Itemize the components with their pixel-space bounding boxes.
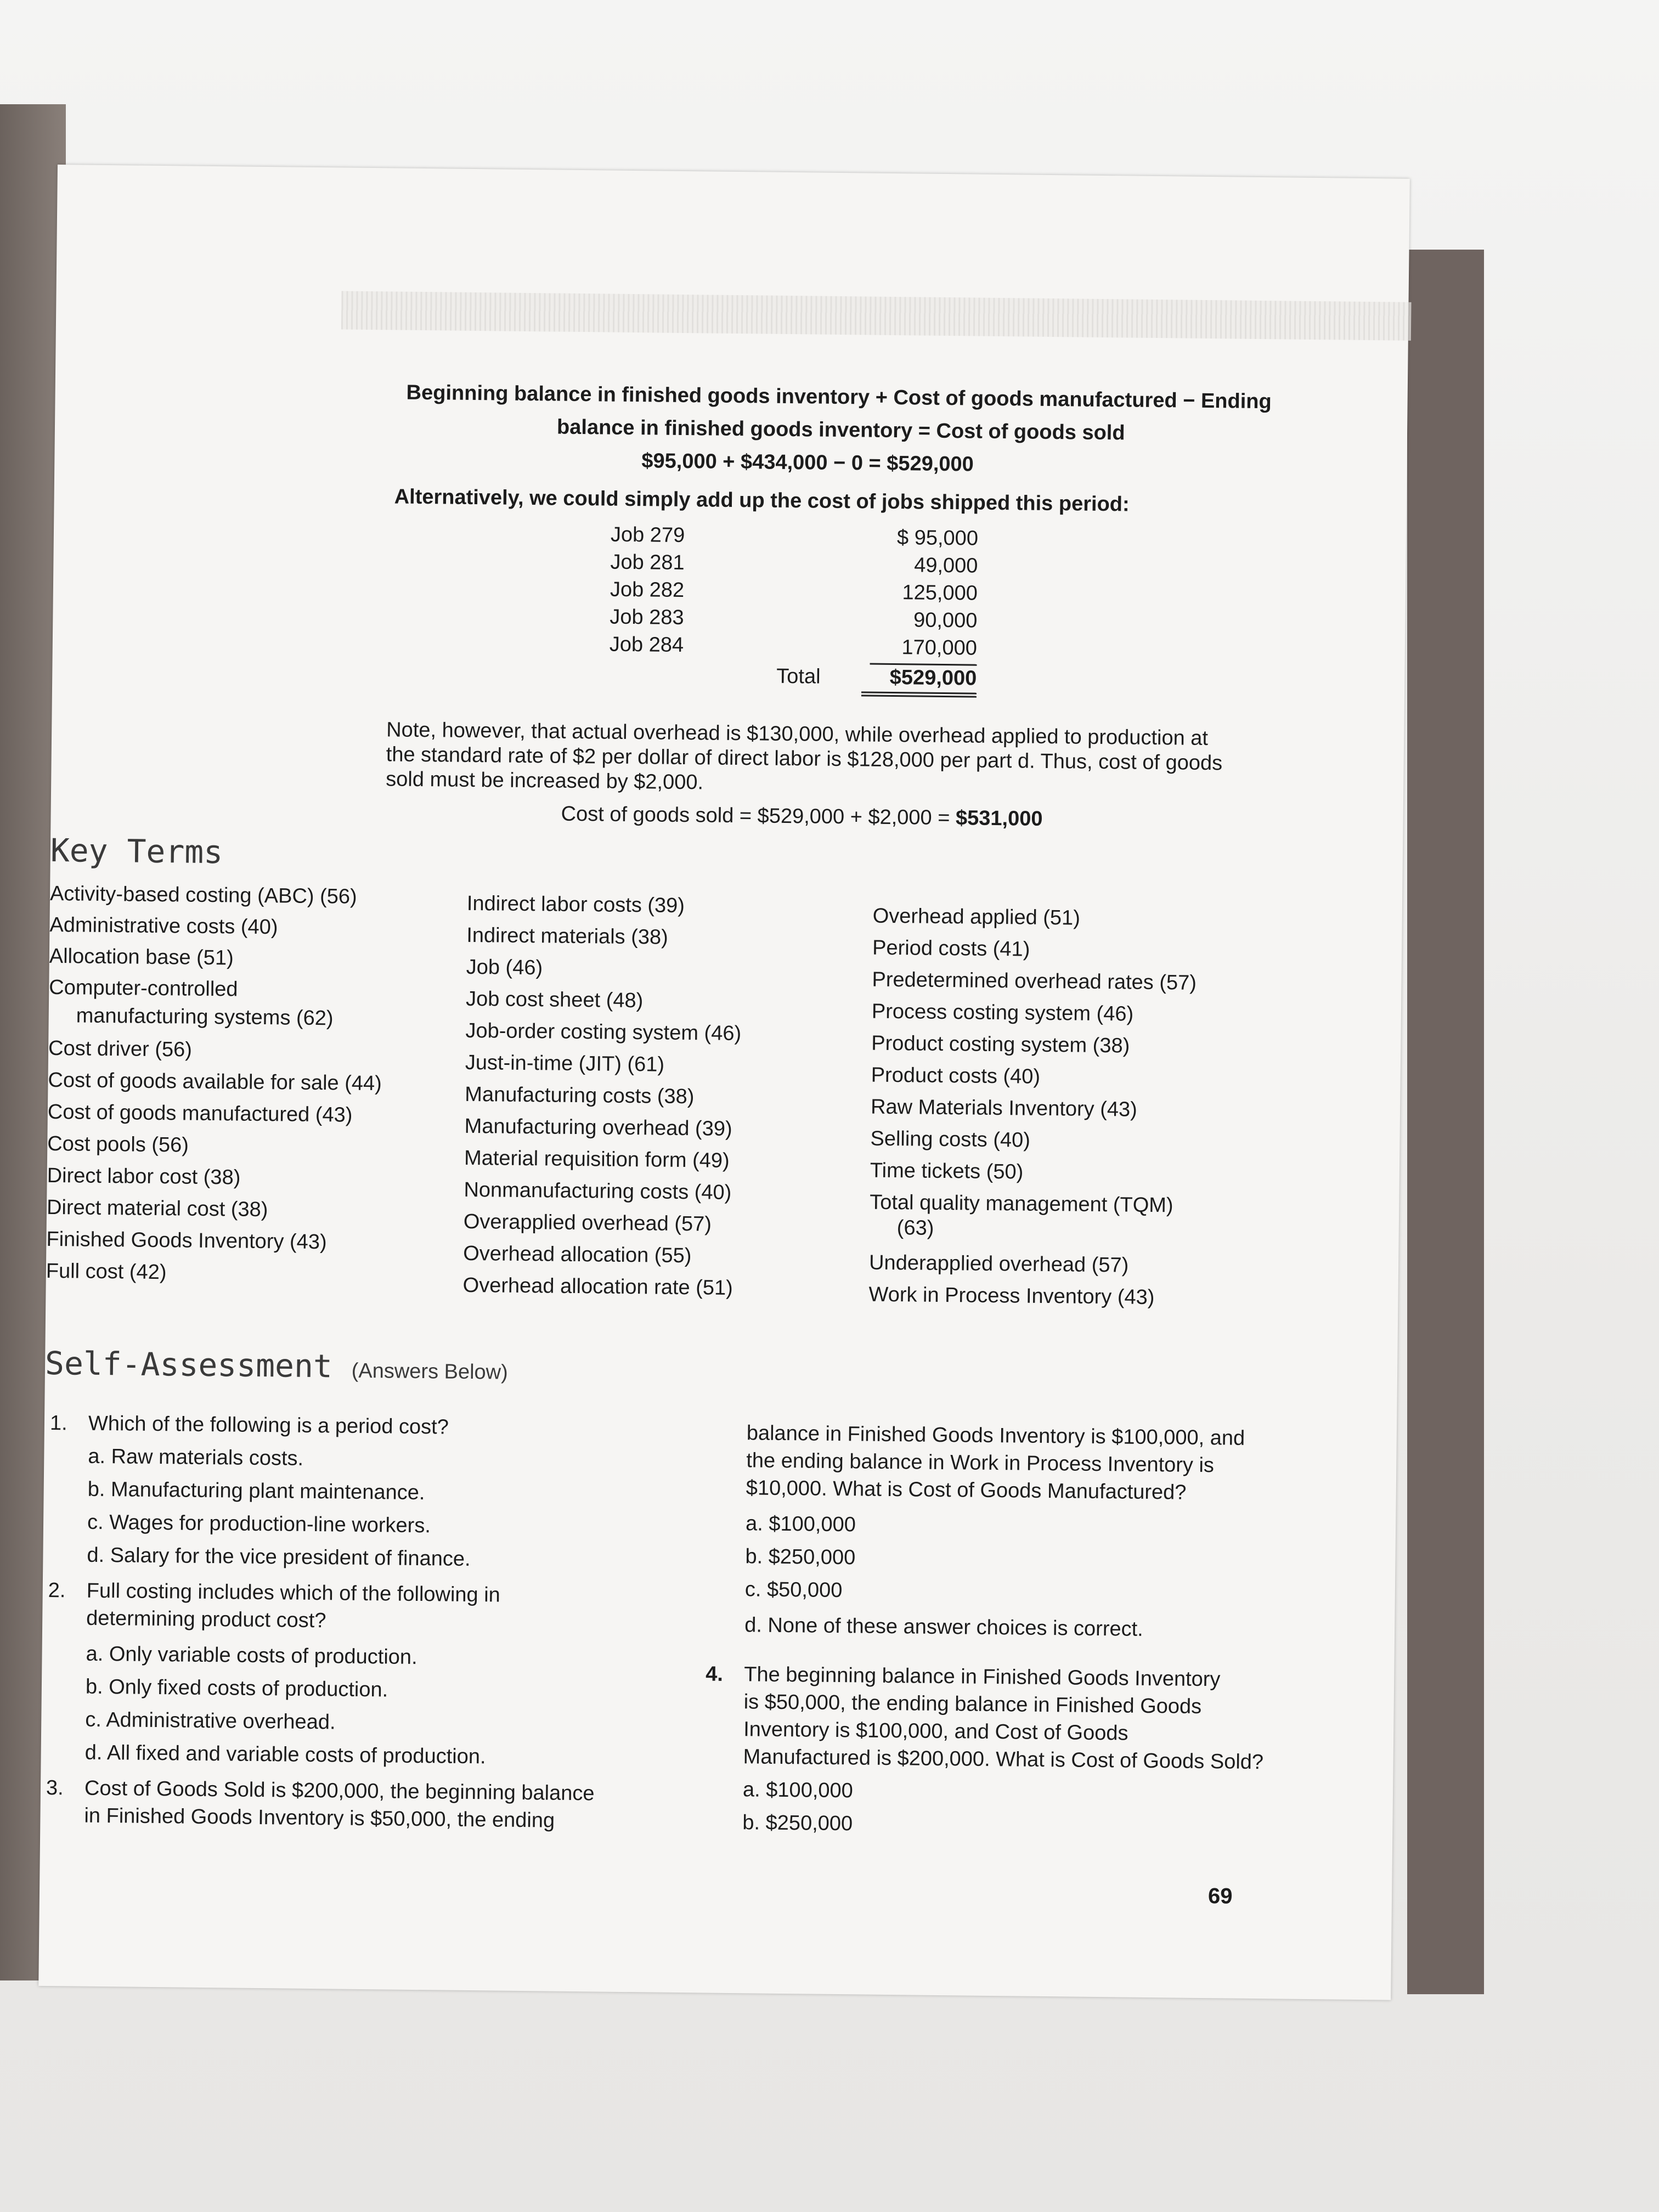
key-term: Direct material cost (38) (46, 1195, 268, 1222)
key-term: Activity-based costing (ABC) (56) (49, 882, 357, 909)
job-name: Job 284 (609, 633, 684, 657)
question-text: Full costing includes which of the following in (86, 1579, 501, 1607)
job-amount: 170,000 (901, 636, 978, 660)
key-term: Total quality management (TQM) (870, 1190, 1173, 1217)
self-assessment-subtitle: (Answers Below) (351, 1359, 509, 1384)
key-term: Nonmanufacturing costs (40) (464, 1178, 732, 1204)
key-term: Job cost sheet (48) (465, 987, 644, 1013)
question-text: Inventory is $100,000, and Cost of Goods (743, 1718, 1128, 1745)
self-assessment-title: Self-Assessment (44, 1344, 333, 1385)
formula-line-1: Beginning balance in finished goods inventory + Cost of goods manufactured − Ending (406, 381, 1272, 414)
key-term: Overhead allocation rate (51) (462, 1273, 733, 1300)
key-term: Product costing system (38) (871, 1031, 1130, 1058)
key-term: Job-order costing system (46) (465, 1019, 742, 1046)
note-line: the standard rate of $2 per dollar of direct labor is $128,000 per part d. Thus, cost of goods (386, 743, 1223, 775)
job-amount: 49,000 (913, 554, 978, 578)
formula-result: $529,000 (887, 452, 974, 476)
job-name: Job 281 (610, 550, 685, 575)
key-term: Manufacturing overhead (39) (464, 1114, 732, 1141)
question-text: determining product cost? (86, 1606, 326, 1633)
answer-option: b. Only fixed costs of production. (85, 1675, 388, 1702)
cogs-adjusted-calc: Cost of goods sold = $529,000 + $2,000 = (561, 802, 956, 830)
job-amount: 90,000 (913, 608, 978, 633)
job-amount: $ 95,000 (896, 526, 979, 550)
key-term: Indirect materials (38) (466, 923, 668, 949)
job-name: Job 282 (610, 578, 685, 602)
key-term: Cost pools (56) (47, 1132, 189, 1157)
question-text-continued: $10,000. What is Cost of Goods Manufactured? (746, 1476, 1187, 1504)
key-term: Finished Goods Inventory (43) (46, 1227, 327, 1254)
key-term: Material requisition form (49) (464, 1146, 730, 1172)
key-term: Manufacturing costs (38) (465, 1082, 695, 1109)
question-number: 3. (46, 1776, 64, 1800)
answer-option: a. Only variable costs of production. (86, 1642, 417, 1669)
question-number: 1. (49, 1411, 67, 1435)
answer-option: b. Manufacturing plant maintenance. (87, 1477, 425, 1505)
job-name: Job 279 (610, 523, 685, 548)
answer-option: d. All fixed and variable costs of production. (84, 1741, 486, 1769)
key-term: Cost of goods manufactured (43) (47, 1100, 353, 1127)
key-term: Selling costs (40) (870, 1127, 1031, 1152)
formula-line-3 (641, 448, 974, 477)
self-assessment-heading (45, 1344, 509, 1392)
key-term: Period costs (41) (872, 936, 1030, 961)
cogs-adjusted-result: $531,000 (955, 806, 1043, 831)
key-term: Overhead applied (51) (872, 904, 1081, 930)
job-name: Job 283 (610, 605, 684, 629)
answer-option: d. Salary for the vice president of finance. (87, 1543, 471, 1571)
note-line: Note, however, that actual overhead is $130,000, while overhead applied to production at (386, 718, 1209, 751)
question-text: in Finished Goods Inventory is $50,000, the ending (84, 1804, 555, 1832)
answer-option: b. $250,000 (745, 1545, 856, 1570)
question-text: Manufactured is $200,000. What is Cost of Goods Sold? (743, 1745, 1264, 1774)
key-terms-heading: Key Terms (50, 831, 223, 871)
answer-option: a. Raw materials costs. (88, 1444, 304, 1470)
print-texture (341, 291, 1412, 340)
total-double-rule (861, 691, 977, 697)
question-number: 2. (48, 1578, 66, 1602)
key-term: Computer-controlled (49, 975, 238, 1001)
key-term: Raw Materials Inventory (43) (870, 1095, 1138, 1121)
question-text: The beginning balance in Finished Goods Inventory (744, 1663, 1221, 1691)
key-term: Full cost (42) (46, 1259, 167, 1284)
answer-option: c. Administrative overhead. (85, 1708, 336, 1734)
question-text-continued: the ending balance in Work in Process Inventory is (746, 1449, 1215, 1477)
key-term: Direct labor cost (38) (47, 1164, 241, 1189)
key-term: Indirect labor costs (39) (466, 891, 685, 918)
answer-option: c. Wages for production-line workers. (87, 1510, 431, 1538)
question-text-continued: balance in Finished Goods Inventory is $100,000, and (746, 1421, 1245, 1450)
cogs-adjusted (561, 801, 1042, 832)
answer-option: d. None of these answer choices is correct. (744, 1613, 1143, 1641)
key-term: Just-in-time (JIT) (61) (465, 1051, 665, 1076)
key-term: Overhead allocation (55) (463, 1242, 692, 1268)
question-number: 4. (706, 1662, 724, 1686)
key-term: Administrative costs (40) (49, 913, 278, 939)
textbook-page (38, 165, 1410, 2000)
answer-option: b. $250,000 (742, 1811, 853, 1836)
answer-option: c. $50,000 (744, 1578, 843, 1602)
formula-calc: $95,000 + $434,000 − 0 = (641, 449, 887, 475)
key-term: Overapplied overhead (57) (463, 1210, 712, 1236)
key-term: Time tickets (50) (870, 1159, 1024, 1184)
answer-option: a. $100,000 (742, 1778, 854, 1803)
key-term: (63) (896, 1216, 934, 1240)
key-term: Product costs (40) (871, 1063, 1041, 1088)
page-number: 69 (1207, 1884, 1233, 1909)
key-term: Underapplied overhead (57) (868, 1251, 1129, 1277)
question-text: is $50,000, the ending balance in Finished Goods (743, 1690, 1202, 1718)
answer-option: a. $100,000 (745, 1512, 856, 1537)
question-text: Which of the following is a period cost? (88, 1412, 449, 1439)
total-label: Total (776, 664, 821, 689)
key-term: Predetermined overhead rates (57) (872, 968, 1197, 995)
key-term: Job (46) (466, 955, 543, 980)
key-term: Process costing system (46) (871, 1000, 1134, 1026)
page-shadow (1407, 250, 1484, 1994)
key-term: Cost driver (56) (48, 1036, 193, 1062)
total-amount: $529,000 (889, 665, 977, 690)
key-term: Work in Process Inventory (43) (868, 1283, 1155, 1310)
job-amount: 125,000 (902, 581, 978, 605)
key-term: Cost of goods available for sale (44) (48, 1068, 382, 1096)
alternative-intro: Alternatively, we could simply add up the cost of jobs shipped this period: (394, 485, 1130, 516)
key-term: manufacturing systems (62) (76, 1004, 334, 1030)
formula-line-2: balance in finished goods inventory = Cost of goods sold (556, 415, 1125, 445)
key-term: Allocation base (51) (49, 944, 234, 970)
note-line: sold must be increased by $2,000. (386, 768, 704, 794)
question-text: Cost of Goods Sold is $200,000, the beginning balance (84, 1776, 595, 1805)
